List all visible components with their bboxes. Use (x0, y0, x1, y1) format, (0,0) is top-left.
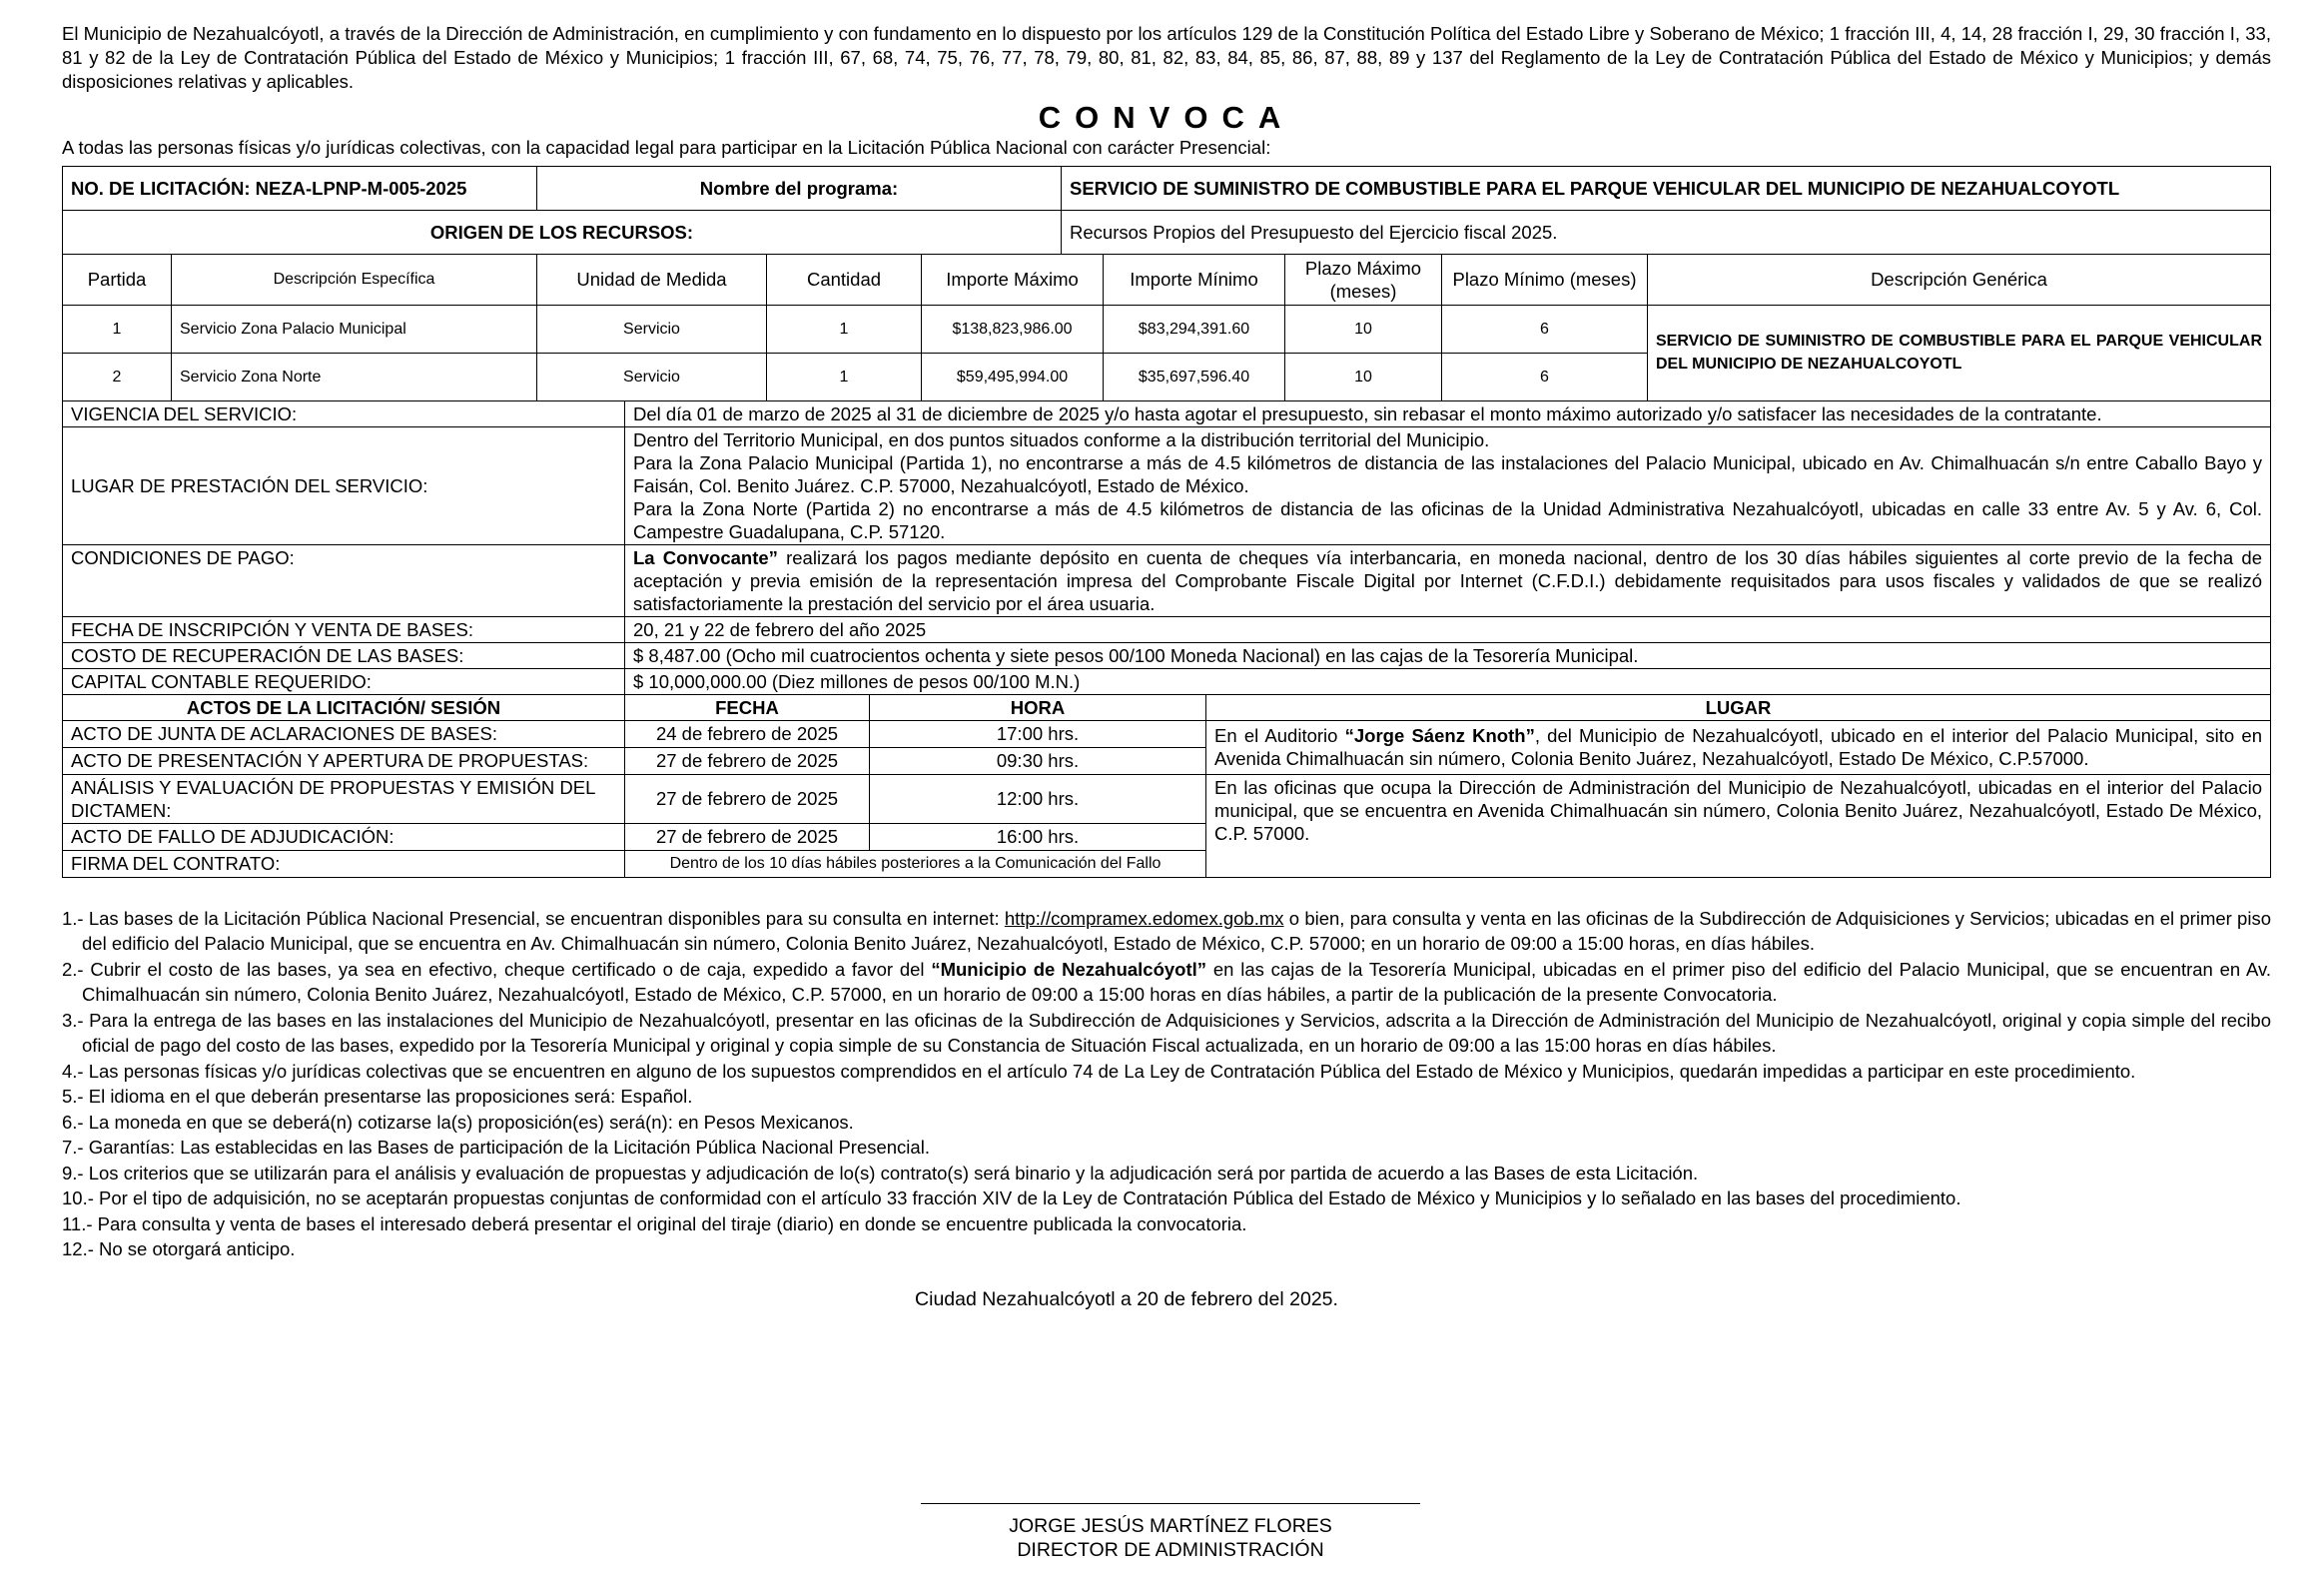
col-plazo-maximo: Plazo Máximo (meses) (1285, 255, 1442, 305)
acts-table (62, 695, 2271, 878)
cell-importe-minimo: $35,697,596.40 (1104, 353, 1285, 400)
acts-header-date: FECHA (625, 695, 870, 721)
table-row (63, 544, 2271, 616)
act-place-auditorio (1206, 720, 2271, 774)
col-importe-minimo: Importe Mínimo (1104, 255, 1285, 305)
costo-label: COSTO DE RECUPERACIÓN DE LAS BASES: (63, 642, 625, 668)
col-plazo-minimo: Plazo Mínimo (meses) (1442, 255, 1648, 305)
cell-unidad: Servicio (537, 305, 767, 353)
details-table (62, 401, 2271, 695)
act-date: 27 de febrero de 2025 (625, 823, 870, 850)
cell-cantidad: 1 (767, 305, 922, 353)
cell-unidad: Servicio (537, 353, 767, 400)
vigencia-label: VIGENCIA DEL SERVICIO: (63, 401, 625, 427)
program-label: Nombre del programa: (537, 167, 1062, 211)
lugar-line: Para la Zona Norte (Partida 2) no encontrarse a más de 4.5 kilómetros de distancia de las oficinas de la Unidad Administrativa Nezahualcóyotl, ubicadas en calle 33 entre Av. 5 y Av. 6, Col. Campestre Guadalupana, C.P. 57120. (633, 497, 2262, 542)
items-table (62, 255, 2271, 401)
origin-label: ORIGEN DE LOS RECURSOS: (63, 211, 1062, 255)
table-row (63, 305, 2271, 353)
table-row (63, 426, 2271, 544)
table-row (63, 401, 2271, 427)
note-item: 4.- Las personas físicas y/o jurídicas colectivas que se encuentren en alguno de los supuestos comprendidos en el artículo 74 de La Ley de Contratación Pública del Estado de México y Municipios, quedarán impedidas a participar en este procedimiento. (62, 1060, 2136, 1082)
note-text: en las cajas de la Tesorería Municipal, ubicadas en el primer piso del edificio del Palacio Municipal, que se encuentran en Av. Chimalhuacán sin número, Colonia Benito Juárez, Nezahualcóyotl, Estado de México, C.P. 57000, en un horario de 09:00 a 15:00 horas en días hábiles, a partir de la publicación de la presente Convocatoria. (82, 958, 2271, 1005)
table-row (63, 642, 2271, 668)
note-bold: “Municipio de Nezahualcóyotl” (931, 958, 1207, 980)
note-item: 3.- Para la entrega de las bases en las instalaciones del Municipio de Nezahualcóyotl, presentar en las oficinas de la Subdirección de Adquisiciones y Servicios, adscrita a la Dirección de Administración del Municipio de Nezahualcóyotl, original y copia simple del recibo oficial de pago del costo de las bases, expedido por la Tesorería Municipal y original y copia simple de su Constancia de Situación Fiscal actualizada, en un horario de 09:00 a las 15:00 horas en días hábiles. (62, 1009, 2271, 1056)
note-text: o bien, para consulta y venta en las oficinas de la Subdirección de Adquisiciones y Servicios; ubicadas en el primer piso del edificio del Palacio Municipal, que se encuentra en Av. Chimalhuacán sin número, Colonia Benito Juárez, Nezahualcóyotl, Estado de México, C.P. 57000; en un horario de 09:00 a 15:00 horas, en días hábiles. (82, 907, 2271, 954)
document-page (62, 22, 2271, 1311)
note-item: 12.- No se otorgará anticipo. (62, 1238, 296, 1259)
acts-header-act: ACTOS DE LA LICITACIÓN/ SESIÓN (63, 695, 625, 721)
act-date: 27 de febrero de 2025 (625, 747, 870, 774)
col-importe-maximo: Importe Máximo (922, 255, 1104, 305)
closing-date: Ciudad Nezahualcóyotl a 20 de febrero del 2025. (915, 1287, 1338, 1310)
cell-plazo-minimo: 6 (1442, 353, 1648, 400)
note-item: 10.- Por el tipo de adquisición, no se aceptarán propuestas conjuntas de conformidad con el artículo 33 fracción XIV de la Ley de Contratación Pública del Estado de México y Municipios y lo señalado en las bases del procedimiento. (62, 1187, 1961, 1208)
col-unidad: Unidad de Medida (537, 255, 767, 305)
col-descripcion-generica: Descripción Genérica (1648, 255, 2271, 305)
table-row (63, 668, 2271, 694)
notes-list (62, 906, 2271, 1262)
inscripcion-value: 20, 21 y 22 de febrero del año 2025 (625, 616, 2271, 642)
cell-plazo-maximo: 10 (1285, 353, 1442, 400)
col-descripcion-especifica: Descripción Específica (172, 255, 537, 305)
table-row (63, 720, 2271, 747)
cell-cantidad: 1 (767, 353, 922, 400)
intro-paragraph: El Municipio de Nezahualcóyotl, a través de la Dirección de Administración, en cumplimiento y con fundamento en lo dispuesto por los artículos 129 de la Constitución Política del Estado Libre y Soberano de México; 1 fracción III, 4, 14, 28 fracción I, 29, 30 fracción I, 33, 81 y 82 de la Ley de Contratación Pública del Estado de México y Municipios; 1 fracción III, 67, 68, 74, 75, 76, 77, 78, 79, 80, 81, 82, 83, 84, 85, 86, 87, 88, 89 y 137 del Reglamento de la Ley de Contratación Pública del Estado de México y Municipios; y demás disposiciones relativas y aplicables. (62, 23, 2271, 92)
signature-line (921, 1503, 1420, 1504)
act-time: 12:00 hrs. (870, 774, 1206, 823)
act-date: 27 de febrero de 2025 (625, 774, 870, 823)
col-partida: Partida (63, 255, 172, 305)
note-item (62, 906, 2271, 957)
tender-header-table (62, 166, 2271, 255)
pago-text: realizará los pagos mediante depósito en cuenta de cheques vía interbancaria, en moneda nacional, dentro de los 30 días hábiles siguientes al corte previo de la fecha de aceptación y previa emisión de la representación impresa del Comprobante Fiscale Digital por Internet (C.F.D.I.) debidamente requisitados para usos fiscales y validados de que se realizó satisfactoriamente la prestación del servicio por el área usuaria. (633, 546, 2262, 614)
cell-partida: 1 (63, 305, 172, 353)
note-item: 9.- Los criterios que se utilizarán para el análisis y evaluación de propuestas y adjudicación de lo(s) contrato(s) será binario y la adjudicación será por partida de acuerdo a las Bases de esta Licitación. (62, 1162, 1699, 1184)
acts-header-row (63, 695, 2271, 721)
signature-block (921, 1503, 1420, 1562)
pago-value (625, 544, 2271, 616)
act-name: ANÁLISIS Y EVALUACIÓN DE PROPUESTAS Y EMISIÓN DEL DICTAMEN: (63, 774, 625, 823)
note-item: 6.- La moneda en que se deberá(n) cotizarse la(s) proposición(es) será(n): en Pesos Mexicanos. (62, 1111, 854, 1133)
pago-bold: La Convocante” (633, 546, 778, 568)
act-time: 17:00 hrs. (870, 720, 1206, 747)
table-row (63, 774, 2271, 823)
note-item: 7.- Garantías: Las establecidas en las Bases de participación de la Licitación Pública Nacional Presencial. (62, 1137, 930, 1158)
place-text: , del Municipio de Nezahualcóyotl, ubicado en el interior del Palacio Municipal, sito en Avenida Chimalhuacán sin número, Colonia Benito Juárez, Nezahualcóyotl, Estado De México, C.P.57000. (1214, 725, 2262, 769)
pago-label: CONDICIONES DE PAGO: (63, 544, 625, 616)
act-name: ACTO DE PRESENTACIÓN Y APERTURA DE PROPUESTAS: (63, 747, 625, 774)
act-name: ACTO DE FALLO DE ADJUDICACIÓN: (63, 823, 625, 850)
cell-importe-maximo: $138,823,986.00 (922, 305, 1104, 353)
cell-descripcion: Servicio Zona Palacio Municipal (172, 305, 537, 353)
items-header-row (63, 255, 2271, 305)
vigencia-value: Del día 01 de marzo de 2025 al 31 de diciembre de 2025 y/o hasta agotar el presupuesto, sin rebasar el monto máximo autorizado y/o satisfacer las necesidades de la contratante. (625, 401, 2271, 427)
act-place-oficinas: En las oficinas que ocupa la Dirección de Administración del Municipio de Nezahualcóyotl, ubicadas en el interior del Palacio municipal, que se encuentra en Avenida Chimalhuacán sin número, Colonia Benito Juárez, Nezahualcóyotl, Estado De México, C.P. 57000. (1206, 774, 2271, 877)
place-name: “Jorge Sáenz Knoth” (1344, 725, 1535, 746)
compramex-link[interactable]: http://compramex.edomex.gob.mx (1004, 907, 1284, 929)
cell-partida: 2 (63, 353, 172, 400)
program-value: SERVICIO DE SUMINISTRO DE COMBUSTIBLE PARA EL PARQUE VEHICULAR DEL MUNICIPIO DE NEZAHUALCOYOTL (1062, 167, 2271, 211)
lugar-line: Para la Zona Palacio Municipal (Partida 1), no encontrarse a más de 4.5 kilómetros de distancia de las instalaciones del Palacio Municipal, ubicado en Av. Chimalhuacán s/n entre Caballo Bayo y Faisán, Col. Benito Juárez. C.P. 57000, Nezahualcóyotl, Estado de México. (633, 451, 2262, 496)
col-cantidad: Cantidad (767, 255, 922, 305)
cell-importe-maximo: $59,495,994.00 (922, 353, 1104, 400)
place-text: En el Auditorio (1214, 725, 1345, 746)
act-time: 16:00 hrs. (870, 823, 1206, 850)
costo-value: $ 8,487.00 (Ocho mil cuatrocientos ochenta y siete pesos 00/100 Moneda Nacional) en las cajas de la Tesorería Municipal. (625, 642, 2271, 668)
document-title: CONVOCA (1038, 100, 1295, 135)
cell-plazo-maximo: 10 (1285, 305, 1442, 353)
firma-label: FIRMA DEL CONTRATO: (63, 850, 625, 877)
sub-intro-paragraph: A todas las personas físicas y/o jurídicas colectivas, con la capacidad legal para participar en la Licitación Pública Nacional con carácter Presencial: (62, 137, 1271, 158)
cell-descripcion-generica: SERVICIO DE SUMINISTRO DE COMBUSTIBLE PARA EL PARQUE VEHICULAR DEL MUNICIPIO DE NEZAHUALCOYOTL (1648, 305, 2271, 400)
cell-descripcion: Servicio Zona Norte (172, 353, 537, 400)
act-time: 09:30 hrs. (870, 747, 1206, 774)
table-row (63, 616, 2271, 642)
firma-value: Dentro de los 10 días hábiles posteriores a la Comunicación del Fallo (625, 850, 1206, 877)
note-item: 11.- Para consulta y venta de bases el interesado deberá presentar el original del tiraje (diario) en donde se encuentre publicada la convocatoria. (62, 1212, 1247, 1234)
note-item: 5.- El idioma en el que deberán presentarse las proposiciones será: Español. (62, 1086, 693, 1107)
signer-name: JORGE JESÚS MARTÍNEZ FLORES (1009, 1515, 1332, 1537)
lugar-line: Dentro del Territorio Municipal, en dos puntos situados conforme a la distribución territorial del Municipio. (633, 428, 1490, 450)
cell-importe-minimo: $83,294,391.60 (1104, 305, 1285, 353)
act-date: 24 de febrero de 2025 (625, 720, 870, 747)
cell-plazo-minimo: 6 (1442, 305, 1648, 353)
capital-value: $ 10,000,000.00 (Diez millones de pesos 00/100 M.N.) (625, 668, 2271, 694)
inscripcion-label: FECHA DE INSCRIPCIÓN Y VENTA DE BASES: (63, 616, 625, 642)
lugar-value (625, 426, 2271, 544)
signer-position: DIRECTOR DE ADMINISTRACIÓN (1017, 1539, 1324, 1561)
capital-label: CAPITAL CONTABLE REQUERIDO: (63, 668, 625, 694)
note-text: 2.- Cubrir el costo de las bases, ya sea en efectivo, cheque certificado o de caja, expedido a favor del (62, 958, 932, 980)
lugar-label: LUGAR DE PRESTACIÓN DEL SERVICIO: (63, 426, 625, 544)
acts-header-place: LUGAR (1206, 695, 2271, 721)
note-text: 1.- Las bases de la Licitación Pública Nacional Presencial, se encuentran disponibles para su consulta en internet: (62, 907, 1005, 929)
acts-header-time: HORA (870, 695, 1206, 721)
tender-number: NO. DE LICITACIÓN: NEZA-LPNP-M-005-2025 (63, 167, 537, 211)
note-item (62, 957, 2271, 1008)
act-name: ACTO DE JUNTA DE ACLARACIONES DE BASES: (63, 720, 625, 747)
origin-value: Recursos Propios del Presupuesto del Ejercicio fiscal 2025. (1062, 211, 2271, 255)
